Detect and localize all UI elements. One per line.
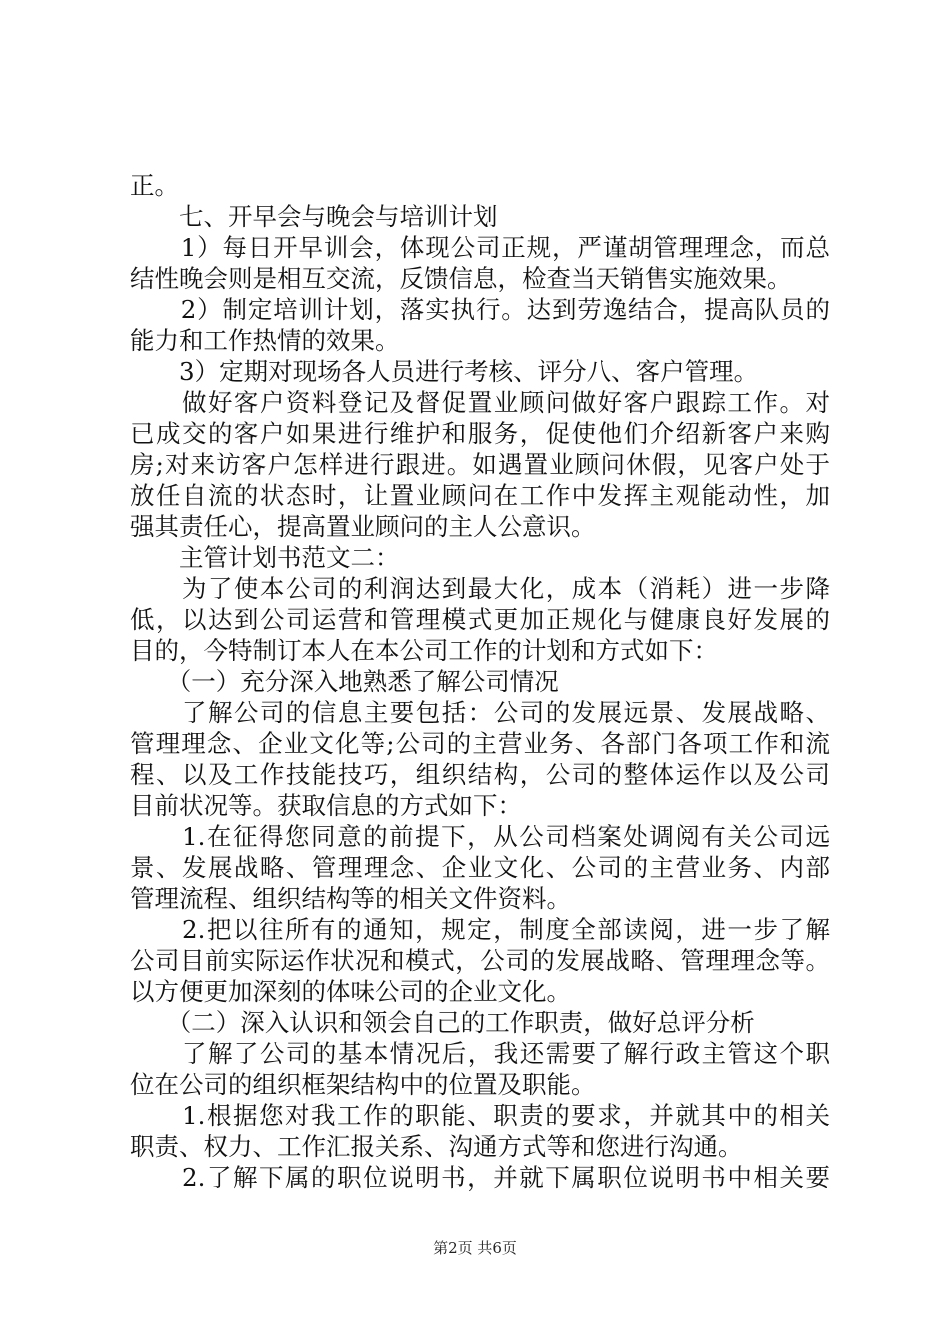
text-line: 2）制定培训计划，落实执行。达到劳逸结合，提高队员的 [130, 295, 830, 324]
text-line: 位在公司的组织框架结构中的位置及职能。 [130, 1070, 596, 1099]
text-line: 1.根据您对我工作的职能、职责的要求，并就其中的相关 [130, 1101, 830, 1130]
text-line: 了解公司的信息主要包括：公司的发展远景、发展战略、 [130, 698, 830, 727]
page-number-footer: 第2页 共6页 [433, 1239, 517, 1257]
text-line: 目的，今特制订本人在本公司工作的计划和方式如下： [130, 636, 718, 665]
text-line: 已成交的客户如果进行维护和服务，促使他们介绍新客户来购 [130, 419, 830, 448]
text-line: 1.在征得您同意的前提下，从公司档案处调阅有关公司远 [130, 822, 830, 851]
text-line: 了解了公司的基本情况后，我还需要了解行政主管这个职 [130, 1039, 830, 1068]
text-line: 目前状况等。获取信息的方式如下： [130, 791, 522, 820]
section-heading: （二）深入认识和领会自己的工作职责，做好总评分析 [130, 1008, 755, 1037]
text-line: 管理流程、组织结构等的相关文件资料。 [130, 884, 571, 913]
text-line: 低，以达到公司运营和管理模式更加正规化与健康良好发展的 [130, 605, 830, 634]
section-heading: 主管计划书范文二： [130, 543, 400, 572]
text-line: 房;对来访客户怎样进行跟进。如遇置业顾问休假，见客户处于 [130, 450, 830, 479]
text-line: 正。 [130, 171, 179, 200]
text-line: 能力和工作热情的效果。 [130, 326, 400, 355]
document-body [130, 170, 830, 1193]
text-line: 以方便更加深刻的体味公司的企业文化。 [130, 977, 571, 1006]
text-line: 程、以及工作技能技巧，组织结构，公司的整体运作以及公司 [130, 760, 830, 789]
text-line: 结性晚会则是相互交流，反馈信息，检查当天销售实施效果。 [130, 264, 792, 293]
text-line: 3）定期对现场各人员进行考核、评分八、客户管理。 [130, 357, 759, 386]
text-line: 做好客户资料登记及督促置业顾问做好客户跟踪工作。对 [130, 388, 830, 417]
text-line: 2.了解下属的职位说明书，并就下属职位说明书中相关要 [130, 1163, 830, 1192]
text-line: 强其责任心，提高置业顾问的主人公意识。 [130, 512, 596, 541]
text-line: 2.把以往所有的通知，规定，制度全部读阅，进一步了解 [130, 915, 830, 944]
text-line: 为了使本公司的利润达到最大化，成本（消耗）进一步降 [130, 574, 830, 603]
section-heading: （一）充分深入地熟悉了解公司情况 [130, 667, 559, 696]
text-line: 1）每日开早训会，体现公司正规，严谨胡管理理念，而总 [130, 233, 830, 262]
text-line: 职责、权力、工作汇报关系、沟通方式等和您进行沟通。 [130, 1132, 743, 1161]
section-heading: 七、开早会与晚会与培训计划 [130, 202, 498, 231]
text-line: 公司目前实际运作状况和模式，公司的发展战略、管理理念等。 [130, 946, 830, 975]
text-line: 放任自流的状态时，让置业顾问在工作中发挥主观能动性，加 [130, 481, 830, 510]
text-line: 景、发展战略、管理理念、企业文化、公司的主营业务、内部 [130, 853, 830, 882]
text-line: 管理理念、企业文化等;公司的主营业务、各部门各项工作和流 [130, 729, 830, 758]
